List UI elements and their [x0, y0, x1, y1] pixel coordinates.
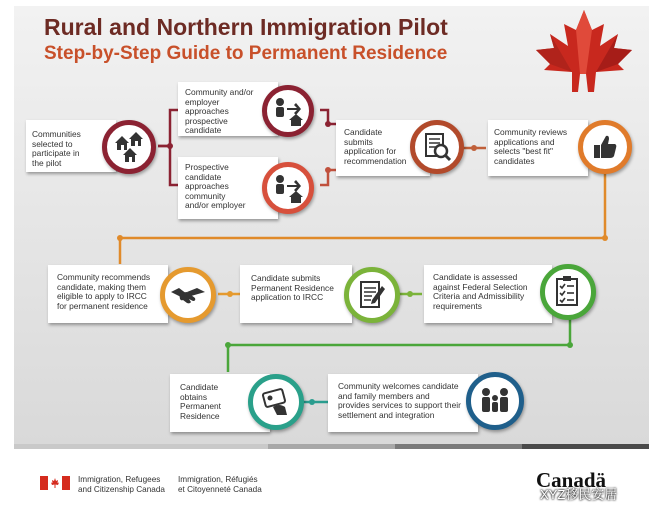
- employer-approach-icon: [262, 85, 314, 137]
- thumbs-up-icon: [578, 120, 632, 174]
- family-icon: [466, 372, 524, 430]
- canada-wordmark: Canadä: [536, 468, 607, 492]
- step-label: Community and/or employer approaches prospective candidate: [185, 87, 254, 136]
- step-label: Candidate is assessed against Federal Selection Criteria and Admissibility requirements: [433, 272, 528, 311]
- pr-card-icon: [248, 374, 304, 430]
- step-label: Community recommends candidate, making them eligible to apply to IRCC for permanent residence: [57, 272, 151, 311]
- candidate-approach-icon: [262, 162, 314, 214]
- step-label: Community welcomes candidate and family members and provides services to support their settlement and integration: [338, 381, 461, 420]
- handshake-icon: [160, 267, 216, 323]
- checklist-icon: [540, 264, 596, 320]
- page-subtitle: Step-by-Step Guide to Permanent Residence: [44, 43, 448, 64]
- canada-flag-icon: [40, 476, 70, 490]
- department-name-english: Immigration, Refugees and Citizenship Canada: [78, 475, 165, 494]
- step-label: Candidate submits Permanent Residence application to IRCC: [251, 273, 334, 303]
- form-edit-icon: [344, 267, 400, 323]
- step-label: Community reviews applications and selects "best fit" candidates: [494, 127, 568, 166]
- step-label: Communities selected to participate in the pilot: [32, 129, 81, 168]
- page-title: Rural and Northern Immigration Pilot: [44, 14, 448, 40]
- department-name-french: Immigration, Réfugiés et Citoyenneté Canada: [178, 475, 262, 494]
- document-search-icon: [410, 120, 464, 174]
- watermark-text: XYZ移民安居: [540, 487, 618, 502]
- houses-icon: [102, 120, 156, 174]
- step-label: Candidate submits application for recommendation: [344, 127, 407, 166]
- divider-strip: [14, 444, 649, 449]
- step-label: Prospective candidate approaches community and/or employer: [185, 162, 246, 211]
- step-label: Candidate obtains Permanent Residence: [180, 382, 221, 421]
